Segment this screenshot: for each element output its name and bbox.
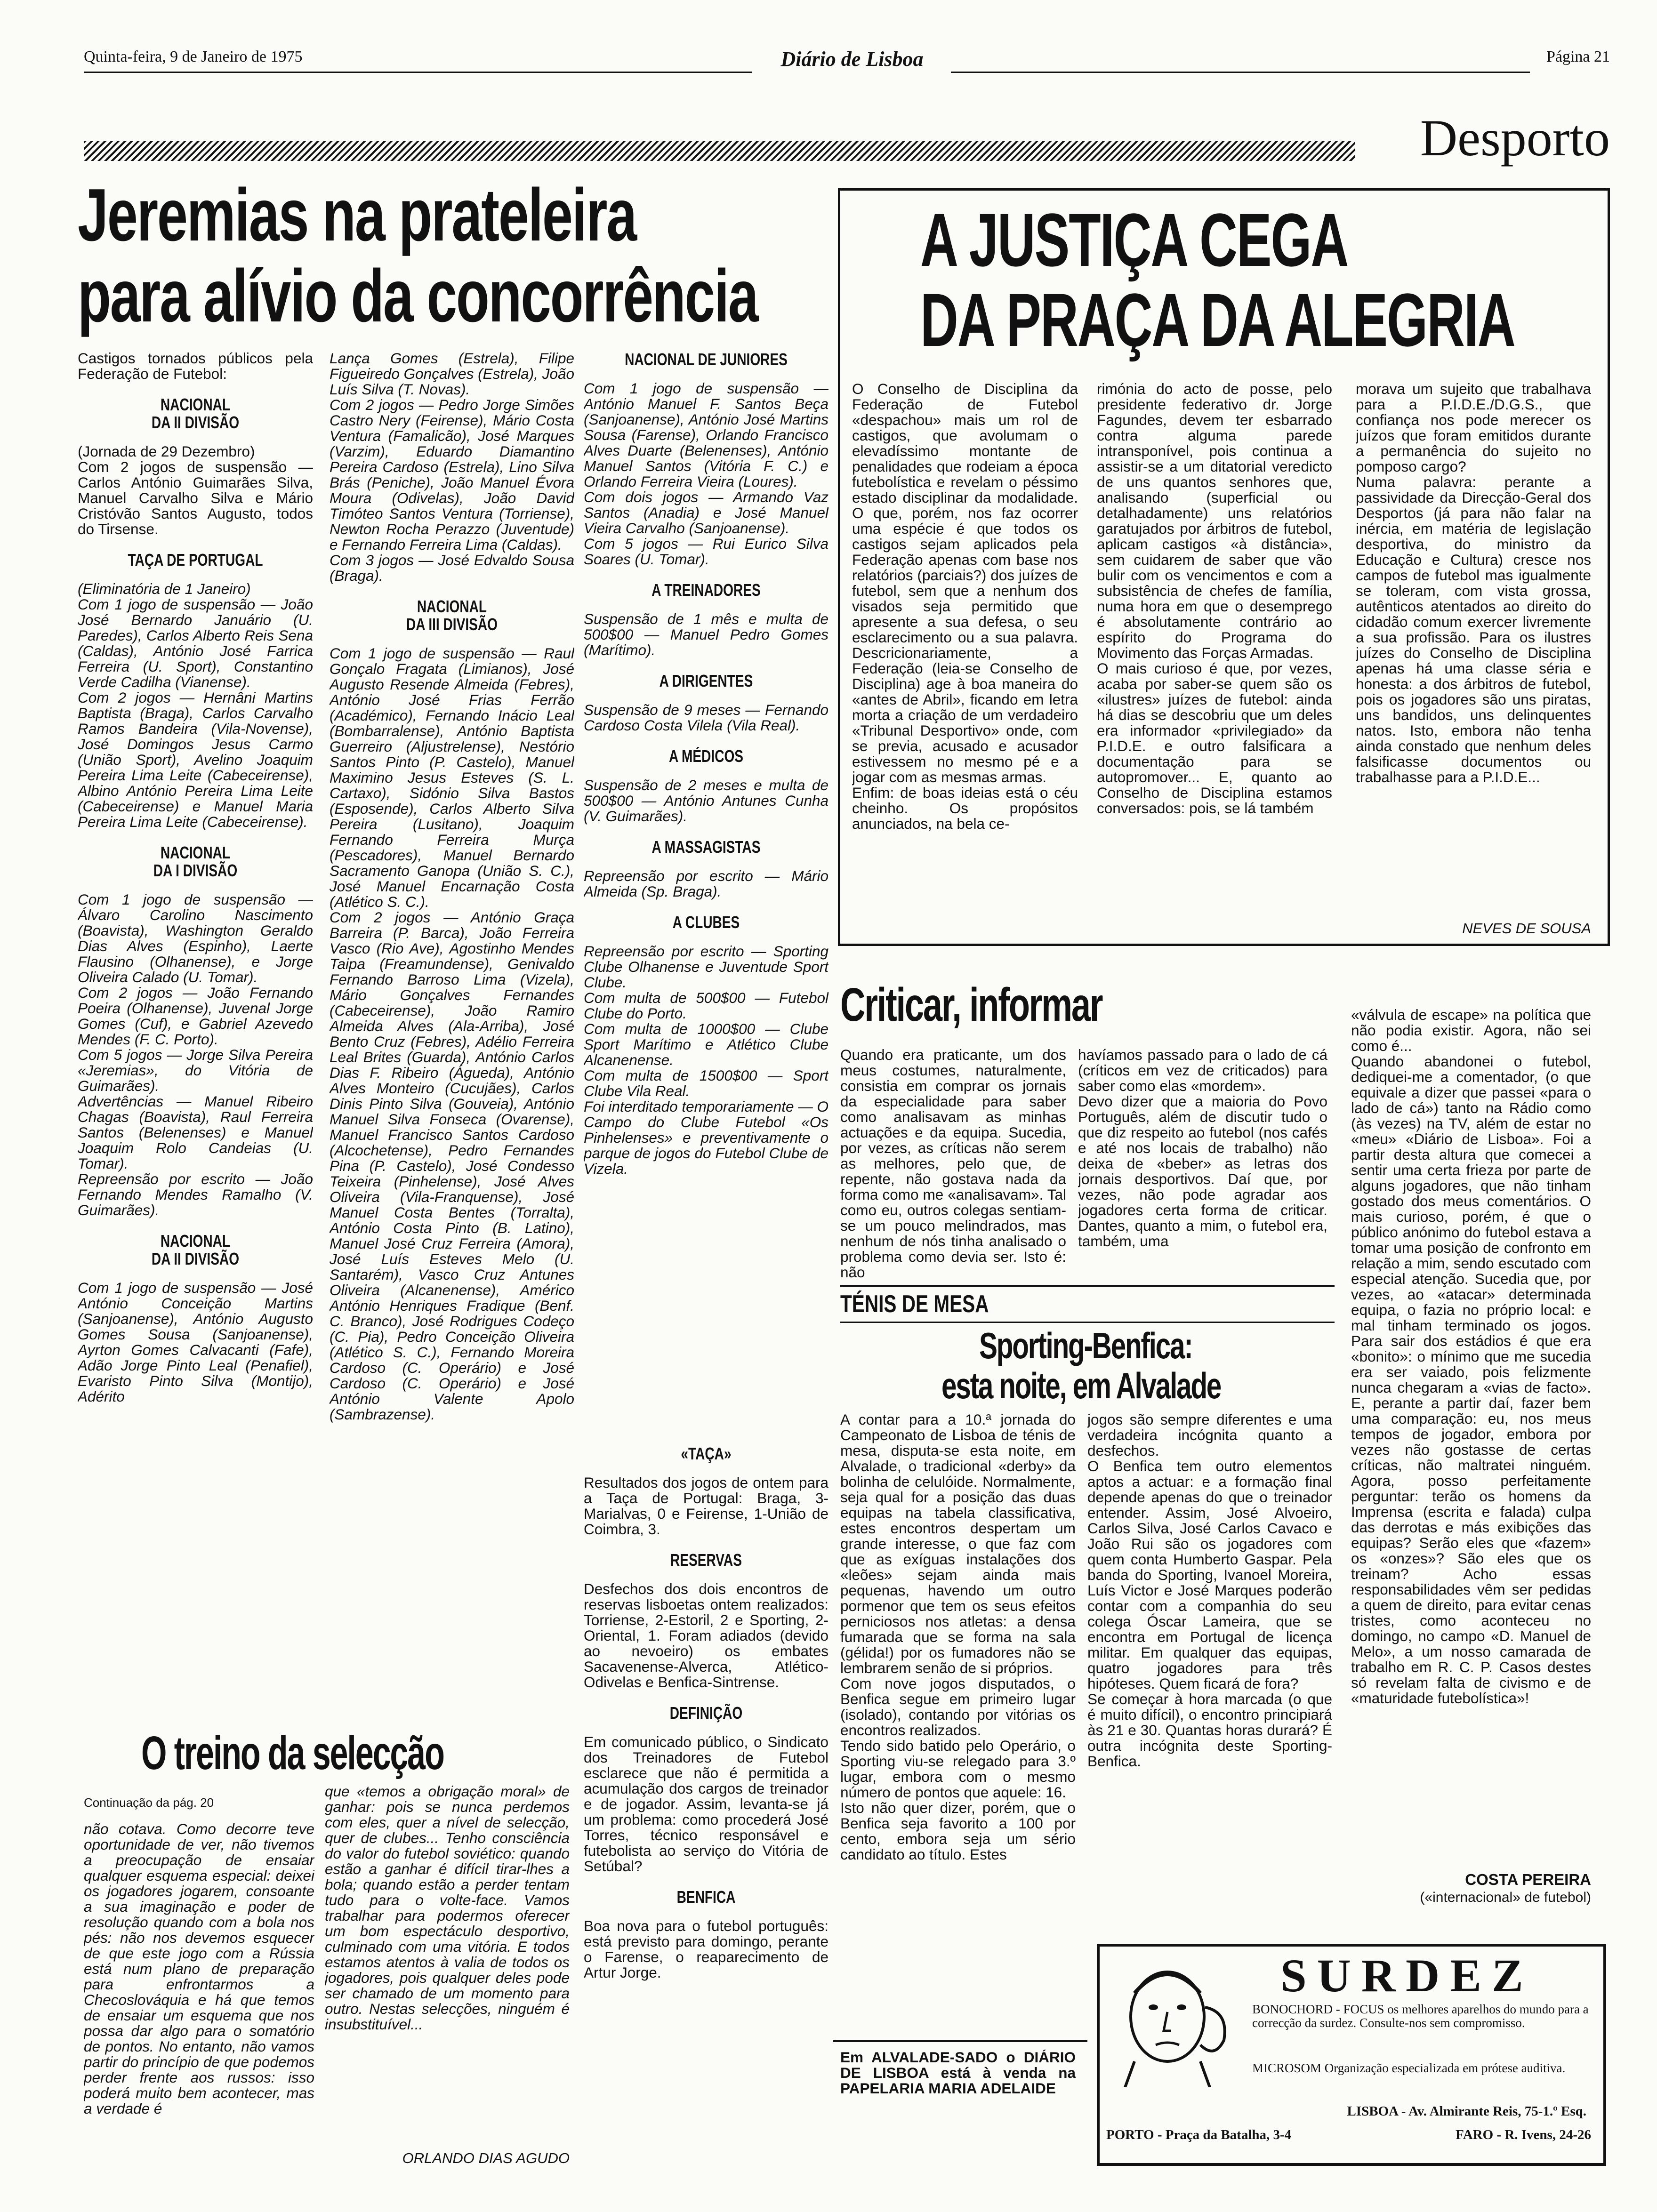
dirigentes-text: Suspensão de 9 meses — Fernando Cardoso Costa Vilela (Vila Real). — [584, 701, 828, 734]
tenis-column-1 — [840, 1412, 1076, 1953]
surdez-ad-illustration — [1106, 1951, 1233, 2087]
surdez-porto: PORTO - Praça da Batalha, 3-4 — [1106, 2127, 1292, 2142]
subhead-medicos: A MÉDICOS — [668, 746, 744, 766]
medicos-text: Suspensão de 2 meses e multa de 500$00 — António Antunes Cunha (V. Guimarães). — [584, 777, 828, 825]
justica-headline-2: DA PRAÇA DA ALEGRIA — [920, 278, 1515, 362]
treino-author: ORLANDO DIAS AGUDO — [402, 2150, 570, 2166]
col2-text: Lança Gomes (Estrela), Filipe Figueiredo Gonçalves (Estrela), João Luís Silva (T. Novas). Com 2 jogos — Pedro Jorge Simões Castro Nery (Feirense), Mário Costa Ventura (Famalicão), José Marques (Varzim), Eduardo Diamantino Pereira Cardoso (Estrela), Lino Silva Brás (Peniche), João Manuel Évora Moura (Odivelas), João David Timóteo Santos Ventura (Torriense), Newton Rocha Perazzo (Juventude) e Fernando Ferreira Lima (Caldas). Com 3 jogos — José Edvaldo Sousa (Braga). — [330, 351, 574, 584]
header-rule-left — [84, 72, 752, 73]
reservas-text: Desfechos dos dois encontros de reservas lisboetas ontem realizados: Torriense, 2-Estoril, 2 e Sporting, 2-Oriental, 1. Foram adiados (devido ao nevoeiro) os embates Sacavenense-Alverca, Atlético-Odivelas e Benfica-Sintrense. — [584, 1580, 828, 1691]
subhead-nacional-ii-b: NACIONAL DA II DIVISÃO — [151, 1231, 240, 1268]
tenis-kicker-rule — [840, 1322, 1335, 1323]
subhead-definicao: DEFINIÇÃO — [669, 1703, 743, 1723]
surdez-line-1: BONOCHORD - FOCUS os melhores aparelhos do mundo para a correcção da surdez. Consulte-nos sem compromisso. — [1252, 2002, 1589, 2030]
section-hatch-bar — [84, 141, 1355, 161]
criticar-column-3 — [1351, 1007, 1591, 1868]
definicao-text: Em comunicado público, o Sindicato dos Treinadores de Futebol esclarece que não é permitida a acumulação dos cargos de treinador e de jogador. Assim, levanta-se já um problema: como procederá José Torres, técnico responsável e futebolista ao serviço do Vitória de Setúbal? — [584, 1733, 828, 1875]
justica-col1-text: O Conselho de Disciplina da Federação de Futebol «despachou» mais um rol de castigos, que avolumam o elevadíssimo montante de penalidades que rodeiam a época futebolística e revelam o péssimo estado disciplinar da modalidade. O que, porém, nos faz ocorrer uma espécie é que todos os castigos sejam aplicados pela Federação apenas com base nos relatórios (parciais?) dos juízes de futebol, sem que a nenhum dos visados seja permitido que apresente a sua defesa, o seu esclarecimento ou a sua palavra. Descricionariamente, a Federação (leia-se Conselho de Disciplina) age à boa maneira do «antes de Abril», ficando em letra morta a criação de um verdadeiro «Tribunal Desportivo» onde, com se previa, acusado e acusador estivessem no mesmo pé e a jogar com as mesmas armas. Enfim: de boas ideias está o céu cheinho. Os propósitos anunciados, na bela ce- — [852, 381, 1078, 832]
criticar-col3-text: «válvula de escape» na política que não podia existir. Agora, não sei como é... Quando abandonei o futebol, dediquei-me a comentador, (o que equivale a dizer que passei «para o lado de cá») tanto na Rádio como (às vezes) na TV, além de estar no «meu» «Diário de Lisboa». Foi a partir desta altura que comecei a sentir uma certa frieza por parte de alguns jogadores, que não tinham gostado dos meus comentários. O mais curioso, porém, é que o público anónimo do futebol estava a tomar uma posição de confronto em relação a mim, sendo escutado com especial atenção. Sucedia que, por vezes, ao «atacar» determinada equipa, o fazia no próprio local: e mal tinham terminado os jogos. Para sair dos estádios é que era «bonito»: o mínimo que me sucedia era ser vaiado, pois felizmente nunca chegaram a «vias de facto». E, perante a partir daí, fazer bem uma comparação: eu, nos meus tempos de jogador, embora por vezes não gostasse de certas críticas, não maltratei ninguém. Agora, posso perfeitamente perguntar: terão os homens da Imprensa (escrita e falada) culpa das derrotas e más exibições das equipas? Serão eles que «fazem» os «onzes»? São eles que os treinam? Acho essas responsabilidades vêm ser pedidas a quem de direito, para evitar cenas tristes, como aconteceu no domingo, no campo «D. Manuel de Melo», a um nosso camarada de trabalho em R. C. P. Casos destes só revelam falta de civismo e de «maturidade futebolística»! — [1351, 1007, 1591, 1707]
nac2a-text: (Jornada de 29 Dezembro) Com 2 jogos de suspensão — Carlos António Guimarães Silva, Manuel Carvalho Silva e Mário Cristóvão Santos Augusto, todos do Tirsense. — [78, 443, 313, 537]
justica-column-3 — [1356, 381, 1591, 918]
massagistas-text: Repreensão por escrito — Mário Almeida (Sp. Braga). — [584, 867, 828, 900]
alvalade-text: Em ALVALADE-SADO o DIÁRIO DE LISBOA está à venda na PAPELARIA MARIA ADELAIDE — [840, 2050, 1076, 2097]
subhead-dirigentes: A DIRIGENTES — [659, 671, 753, 690]
treino-continuation: Continuação da pág. 20 — [84, 1795, 214, 1810]
header-date: Quinta-feira, 9 de Janeiro de 1975 — [84, 48, 303, 65]
subhead-nacional-iii: NACIONAL DA III DIVISÃO — [406, 597, 498, 634]
criticar-column-2 — [1078, 1047, 1327, 1330]
taca-text: (Eliminatória de 1 Janeiro) Com 1 jogo de suspensão — João José Bernardo Januário (U. Paredes), Carlos Alberto Reis Sena (Caldas), António José Farrica Ferreira (U. Sport), Constantino Verde Cadilha (Vianense). Com 2 jogos — Hernâni Martins Baptista (Braga), Carlos Carvalho Ramos Bandeira (Vila-Novense), José Domingos Jesus Carmo (União Sport), Avelino Joaquim Pereira Lima Leite (Cabeceirense), Albino António Pereira Lima Leite (Cabeceirense) e Manuel Maria Pereira Lima Leite (Cabeceirense). — [78, 580, 313, 830]
nac3-text: Com 1 jogo de suspensão — Raul Gonçalo Fragata (Limianos), José Augusto Resende Almeida (Febres), António José Frias Ferrão (Académico), Fernando Inácio Leal (Bombarralense), António Baptista Guerreiro (Aljustrelense), Nestório Santos Pinto (P. Castelo), Manuel Maximino Jesus Esteves (S. L. Cartaxo), Sidónio Silva Bastos (Esposende), Carlos Alberto Silva Pereira (Lusitano), Joaquim Fernando Ferreira Murça (Pescadores), Manuel Bernardo Sacramento Ganopa (União S. C.), José Manuel Encarnação Costa (Atlético S. C.). Com 2 jogos — António Graça Barreira (P. Barca), João Ferreira Vasco (Rio Ave), Agostinho Mendes Taipa (Freamundense), Genivaldo Fernando Barroso Lima (Vizela), Mário Gonçalves Fernandes (Cabeceirense), João Ramiro Almeida Alves (Ala-Arriba), José Bento Cruz (Febres), Adélio Ferreira Leal Brites (Guarda), António Carlos Dias F. Ribeiro (Águeda), António Alves Monteiro (Cucujães), Carlos Dinis Pinto Silva (Gouveia), António Manuel Silva Fonseca (Ovarense), Manuel Francisco Santos Cardoso (Alcochetense), Pedro Fernandes Pina (P. Castelo), José Condesso Teixeira (Pinhelense), José Alves Oliveira (Vila-Franquense), José Manuel Costa Bentes (Torralta), António Costa Pinto (B. Latino), Manuel José Cruz Ferreira (Amora), José Luís Esteves Melo (U. Santarém), Vasco Cruz Antunes Oliveira (Alcanenense), Américo António Henriques Fradique (Benf. C. Branco), José Rodrigues Codeço (C. Pia), Pedro Conceição Oliveira (Atlético S. C.), Fernando Moreira Cardoso (C. Operário) e José Cardoso (C. Operário) e José António Valente Apolo (Sambrazense). — [330, 645, 574, 1423]
justica-column-2 — [1097, 381, 1332, 941]
surdez-faro: FARO - R. Ivens, 24-26 — [1456, 2127, 1591, 2142]
nac1-text: Com 1 jogo de suspensão — Álvaro Carolino Nascimento (Boavista), Washington Geraldo Dias Alves (Espinho), Laerte Flausino (Olhanense), e Jorge Oliveira Calado (U. Tomar). Com 2 jogos — João Fernando Poeira (Olhanense), Juvenal Jorge Gomes (Cuf), e Gabriel Azevedo Mendes (F. C. Porto). Com 5 jogos — Jorge Silva Pereira «Jeremias», do Vitória de Guimarães). Advertências — Manuel Ribeiro Chagas (Boavista), Raul Ferreira Santos (Belenenses) e Manuel Joaquim Rolo Candeias (U. Tomar). Repreensão por escrito — João Fernando Mendes Ramalho (V. Guimarães). — [78, 891, 313, 1218]
justica-column-1 — [852, 381, 1078, 941]
man-cupping-ear-icon — [1106, 1951, 1233, 2087]
jeremias-column-1 — [78, 351, 313, 1706]
treinadores-text: Suspensão de 1 mês e multa de 500$00 — Manuel Pedro Gomes (Marítimo). — [584, 610, 828, 658]
treino-column-1 — [84, 1821, 314, 2151]
justica-author: NEVES DE SOUSA — [1462, 920, 1591, 937]
section-title: Desporto — [1420, 109, 1610, 167]
criticar-column-1 — [840, 1047, 1066, 1330]
justica-headline-1: A JUSTIÇA CEGA — [920, 198, 1348, 282]
masthead: Diário de Lisboa — [780, 48, 924, 71]
juniores-text: Com 1 jogo de suspensão — António Manuel F. Santos Beça (Sanjoanense), António José Martins Sousa (Farense), Orlando Francisco Alves Duarte (Belenenses), António Manuel Santos (Vitória F. C.) e Orlando Ferreira Vieira (Loures). Com dois jogos — Armando Vaz Santos (Anadia) e José Manuel Vieira Carvalho (Sanjoanense). Com 5 jogos — Rui Eurico Silva Soares (U. Tomar). — [584, 380, 828, 568]
clubes-text: Repreensão por escrito — Sporting Clube Olhanense e Juventude Sport Clube. Com multa de 500$00 — Futebol Clube do Porto. Com multa de 1000$00 — Clube Sport Marítimo e Atlético Clube Alcanenense. Com multa de 1500$00 — Sport Clube Vila Real. Foi interditado temporariamente — O Campo do Clube Futebol «Os Pinhelenses» e preventivamente o parque de jogos do Futebol Clube de Vizela. — [584, 943, 828, 1177]
jeremias-column-3 — [584, 351, 828, 1245]
surdez-line-2: MICROSOM Organização especializada em prótese auditiva. — [1252, 2061, 1566, 2075]
jeremias-headline-1: Jeremias na prateleira — [78, 174, 636, 256]
benfica-text: Boa nova para o futebol português: está previsto para domingo, perante o Farense, o reaparecimento de Artur Jorge. — [584, 1917, 828, 1981]
tenis-col1-text: A contar para a 10.ª jornada do Campeonato de Lisboa de ténis de mesa, disputa-se esta noite, em Alvalade, o tradicional «derby» da bolinha de celulóide. Normalmente, seja qual for a posição das duas equipas na tabela classificativa, estes encontros despertam um grande interesse, o que faz com que as exíguas instalações dos «leões» sejam ainda mais pequenas, havendo um outro pormenor que tem os seus efeitos perniciosos nos atletas: a densa fumarada que se forma na sala (gélida!) por os fumadores não se lembrarem senão de si próprios. Com nove jogos disputados, o Benfica segue em primeiro lugar (isolado), contando por vitórias os encontros realizados. Tendo sido batido pelo Operário, o Sporting viu-se relegado para 3.º lugar, embora com o mesmo número de pontos que aquele: 16. Isto não quer dizer, porém, que o Benfica seja favorito a 100 por cento, embora seja um sério candidato ao título. Estes — [840, 1412, 1076, 1863]
treino-col1-text: não cotava. Como decorre teve oportunidade de ver, não tivemos a preocupação de ensaiar qualquer esquema especial: deixei os jogadores jogarem, consoante a sua imaginação e poder de resolução quando com a bola nos pés: não nos devemos esquecer de que este jogo com a Rússia está num plano de preparação para enfrontarmos a Checoslováquia e há que temos de ensaiar um esquema que nos possa dar algo para o somatório de pontos. No entanto, não vamos partir do princípio de que podemos perder frente aos russos: isso poderá muito bem acontecer, mas a verdade é — [84, 1821, 314, 2117]
subhead-massagistas: A MASSAGISTAS — [652, 837, 761, 857]
justica-col2-text: rimónia do acto de posse, pelo presidente federativo dr. Jorge Fagundes, devem ter esbarrado contra alguma parede intransponível, pois continua a assistir-se a um ditatorial veredicto de uns quantos senhores que, analisando (superficial ou detalhadamente) uns relatórios garatujados por árbitros de futebol, aplicam castigos «à distância», sem cuidarem de saber que vão bulir com os vencimentos e com a subsistência de chefes de família, numa hora em que o desemprego é absolutamente contrário ao espírito do Programa do Movimento das Forças Armadas. O mais curioso é que, por vezes, acaba por saber-se quem são os «ilustres» juízes de futebol: ainda há dias se descobriu que um deles era informador «privilegiado» da P.I.D.E. e outro falsificara a documentação para se autopromover... E, quanto ao Conselho de Disciplina estamos conversados: pois, se lá também — [1097, 381, 1332, 817]
tenis-column-2 — [1087, 1412, 1332, 1911]
tenis-col2-text: jogos são sempre diferentes e uma verdadeira incógnita quanto a desfechos. O Benfica tem outro elementos aptos a actuar: e a formação final depende apenas do que o treinador entender. Assim, José Alvoeiro, Carlos Silva, José Carlos Cavaco e João Rui são os jogadores com quem conta Humberto Gaspar. Pela banda do Sporting, Ivanoel Moreira, Luís Victor e José Marques poderão contar com a companhia do seu colega Óscar Lameira, que se encontra em Portugal de licença militar. Em qualquer das equipas, quatro jogadores para três hipóteses. Quem ficará de fora? Se começar à hora marcada (o que é muito difícil), o encontro principiará às 21 e 30. Quantas horas durará? É outra incógnita deste Sporting-Benfica. — [1087, 1412, 1332, 1770]
subhead-taca-portugal: TAÇA DE PORTUGAL — [128, 550, 263, 569]
news-briefs-column — [584, 1445, 828, 2146]
treino-col2-text: que «temos a obrigação moral» de ganhar: pois se nunca perdemos com eles, quer a nível de selecção, quer de clubes... Tenho consciência do valor do futebol soviético: quando estão a ganhar é difícil tirar-lhes a bola; quando estão a perder tentam tudo para o volte-face. Vamos trabalhar para podermos oferecer um bom espectáculo desportivo, culminado com uma vitória. E todos estamos atentos à valia de todos os jogadores, pois qualquer deles pode ser chamado de um momento para outro. Nestas selecções, ninguém é insubstituível... — [325, 1784, 570, 2033]
nac2b-text: Com 1 jogo de suspensão — José António Conceição Martins (Sanjoanense), António Augusto Gomes Sousa (Sanjoanense), Ayrton Gomes Calvacanti (Fafe), Adão Jorge Pinto Leal (Penafiel), Evaristo Pinto Silva (Montijo), Adérito — [78, 1279, 313, 1405]
tenis-headline-1: Sporting-Benfica: — [979, 1325, 1192, 1366]
jeremias-headline-2: para alívio da concorrência — [78, 255, 758, 337]
subhead-benfica: BENFICA — [676, 1887, 736, 1907]
subhead-reservas: RESERVAS — [670, 1550, 742, 1570]
jeremias-intro: Castigos tornados públicos pela Federação de Futebol: — [78, 351, 313, 382]
subhead-taca-results: «TAÇA» — [681, 1445, 732, 1463]
treino-headline: O treino da selecção — [141, 1727, 444, 1779]
taca-results-text: Resultados dos jogos de ontem para a Taça de Portugal: Braga, 3-Marialvas, 0 e Feirense, 1-União de Coimbra, 3. — [584, 1474, 828, 1538]
criticar-headline: Criticar, informar — [840, 978, 1102, 1031]
justica-col3-text: morava um sujeito que trabalhava para a P.I.D.E./D.G.S., que confiança nos pode merecer os juízos que foram emitidos durante a permanência do sujeito no pomposo cargo? Numa palavra: perante a passividade da Direcção-Geral dos Desportos (já para não falar na inércia, em matéria de legislação desportiva, do ministro da Educação e Cultura) cresce nos campos de futebol mas igualmente se toleram, com vista grossa, autênticos atentados ao direito do cidadão comum exercer livremente a sua profissão. Para os ilustres juízes do Conselho de Disciplina apenas há uma classe séria e honesta: a dos árbitros de futebol, pois os jogadores são uns piratas, uns bandidos, uns delinquentes natos. Isto, embora não tenha ainda constado que nenhum deles falsificasse documentos ou trabalhasse para a P.I.D.E... — [1356, 381, 1591, 785]
criticar-author-note: («internacional» de futebol) — [1420, 1890, 1591, 1905]
subhead-juniores: NACIONAL DE JUNIORES — [625, 351, 788, 369]
surdez-title: SURDEZ — [1280, 1949, 1534, 2002]
criticar-col2-text: havíamos passado para o lado de cá (críticos em vez de criticados) para saber como elas «mordem». Devo dizer que a maioria do Povo Português, além de discutir tudo o que diz respeito ao futebol (nos cafés e até nos locais de trabalho) não deixa de «beber» as letras dos jornais desportivos. Daí que, por vezes, não pode agradar aos jogadores certa forma de criticar. Dantes, quanto a mim, o futebol era, também, uma — [1078, 1047, 1327, 1250]
subhead-nacional-i: NACIONAL DA I DIVISÃO — [153, 843, 238, 880]
criticar-col1-text: Quando era praticante, um dos meus costumes, naturalmente, consistia em comprar os jornais da especialidade para saber como analisavam as minhas actuações e da equipa. Sucedia, por vezes, as críticas não serem as melhores, pelo que, de repente, não gostava nada da forma como me «analisavam». Tal como eu, outros colegas sentiam-se um pouco melindrados, mas nenhum de nós tinha analisado o problema como devia ser. Isto é: não — [840, 1047, 1066, 1281]
surdez-lisboa: LISBOA - Av. Almirante Reis, 75-1.º Esq. — [1347, 2104, 1586, 2119]
alvalade-box — [840, 2050, 1076, 2120]
page-number: Página 21 — [1546, 48, 1610, 65]
treino-column-2 — [325, 1784, 570, 2146]
tenis-headline-2: esta noite, em Alvalade — [941, 1365, 1221, 1406]
tenis-rule-top — [840, 1285, 1335, 1287]
subhead-clubes: A CLUBES — [672, 913, 740, 932]
tenis-kicker: TÉNIS DE MESA — [840, 1290, 989, 1318]
alvalade-rule — [833, 2040, 1087, 2042]
subhead-treinadores: A TREINADORES — [652, 580, 761, 600]
header-rule-right — [951, 72, 1530, 73]
jeremias-column-2 — [330, 351, 574, 1706]
criticar-author: COSTA PEREIRA — [1465, 1871, 1591, 1888]
subhead-nacional-ii-a: NACIONAL DA II DIVISÃO — [151, 395, 240, 432]
